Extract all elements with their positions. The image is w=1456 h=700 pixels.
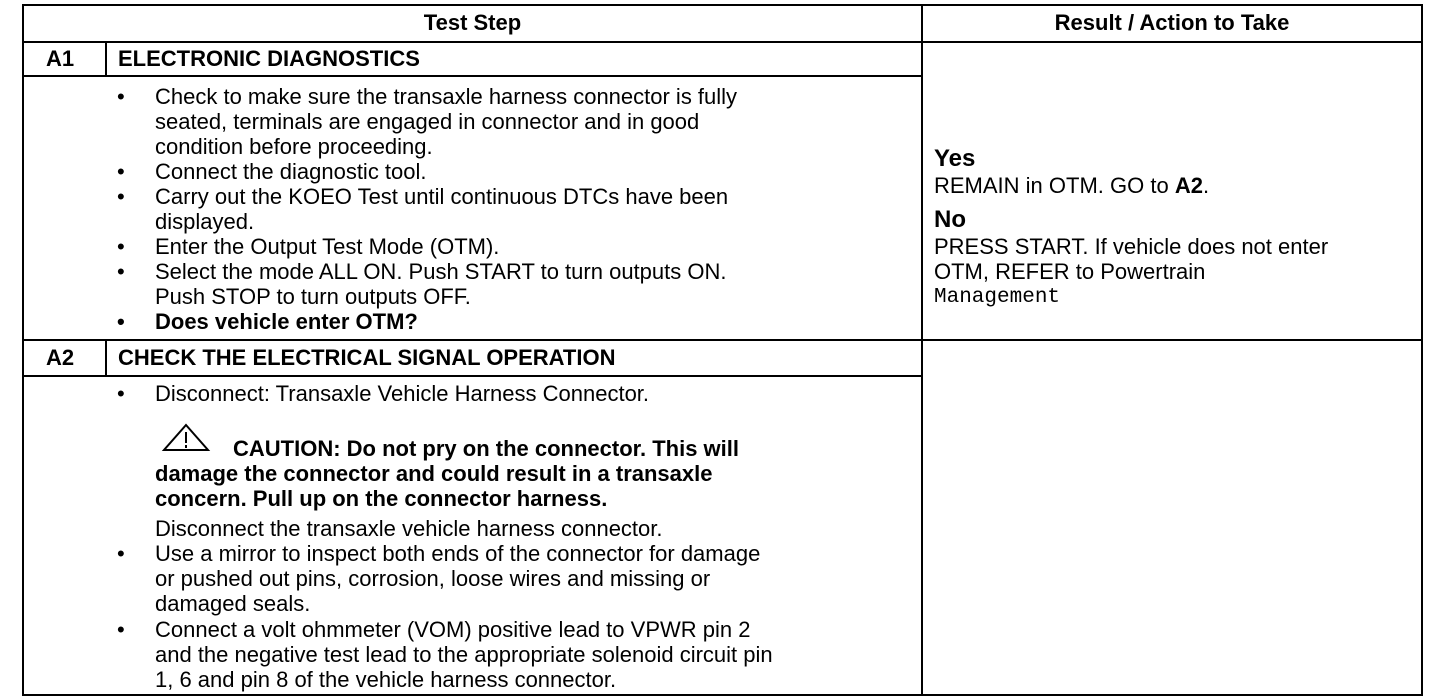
a1-title-bottom-border bbox=[22, 75, 923, 77]
a1-row-bottom-border bbox=[22, 339, 1423, 341]
table-right-border bbox=[1421, 4, 1423, 696]
bullet: • bbox=[117, 541, 125, 566]
a1-line: Check to make sure the transaxle harness connector is fully bbox=[155, 84, 738, 109]
a2-line: Disconnect: Transaxle Vehicle Harness Connector. bbox=[155, 381, 650, 406]
a1-line: Push STOP to turn outputs OFF. bbox=[155, 284, 471, 309]
result-yes-text: REMAIN in OTM. GO to A2. bbox=[934, 173, 1210, 198]
a1-line: Carry out the KOEO Test until continuous DTCs have been bbox=[155, 184, 729, 209]
a1-line: displayed. bbox=[155, 209, 255, 234]
warning-triangle-icon bbox=[160, 423, 212, 453]
a1-question: Does vehicle enter OTM? bbox=[155, 309, 418, 334]
table-bottom-border bbox=[22, 694, 1423, 696]
a2-title-bottom-border bbox=[22, 375, 923, 377]
a2-line: Connect a volt ohmmeter (VOM) positive lead to VPWR pin 2 bbox=[155, 617, 751, 642]
bullet: • bbox=[117, 309, 125, 334]
bullet: • bbox=[117, 159, 125, 184]
result-no-line: PRESS START. If vehicle does not enter bbox=[934, 234, 1329, 259]
bullet: • bbox=[117, 617, 125, 642]
header-test-step: Test Step bbox=[423, 10, 522, 35]
step-id-a1: A1 bbox=[46, 46, 75, 71]
bullet: • bbox=[117, 84, 125, 109]
step-title-a2: CHECK THE ELECTRICAL SIGNAL OPERATION bbox=[118, 345, 616, 370]
a2-line: 1, 6 and pin 8 of the vehicle harness connector. bbox=[155, 667, 617, 692]
bullet: • bbox=[117, 259, 125, 284]
result-no-label: No bbox=[934, 206, 966, 233]
bullet: • bbox=[117, 234, 125, 259]
a2-line: or pushed out pins, corrosion, loose wires and missing or bbox=[155, 566, 711, 591]
id-column-divider-a1 bbox=[105, 41, 107, 77]
result-yes-link[interactable]: A2 bbox=[1174, 173, 1203, 198]
result-yes-label: Yes bbox=[934, 145, 976, 172]
step-title-a1: ELECTRONIC DIAGNOSTICS bbox=[118, 46, 420, 71]
a1-line: Connect the diagnostic tool. bbox=[155, 159, 427, 184]
step-id-a2: A2 bbox=[46, 345, 75, 370]
bullet: • bbox=[117, 184, 125, 209]
bullet: • bbox=[117, 381, 125, 406]
table-top-border bbox=[22, 4, 1423, 6]
result-no-ref: Management bbox=[934, 286, 1061, 309]
a1-line: seated, terminals are engaged in connector and in good bbox=[155, 109, 700, 134]
id-column-divider-a2 bbox=[105, 339, 107, 377]
header-bottom-border bbox=[22, 41, 1423, 43]
a2-caution-line: CAUTION: Do not pry on the connector. This will bbox=[233, 436, 739, 461]
a2-caution-line: concern. Pull up on the connector harness. bbox=[155, 486, 608, 511]
a2-line: Disconnect the transaxle vehicle harness connector. bbox=[155, 516, 663, 541]
table-left-border bbox=[22, 4, 24, 696]
a1-line: condition before proceeding. bbox=[155, 134, 433, 159]
result-no-line: OTM, REFER to Powertrain bbox=[934, 259, 1206, 284]
a1-line: Enter the Output Test Mode (OTM). bbox=[155, 234, 500, 259]
a2-line: damaged seals. bbox=[155, 591, 311, 616]
header-result-action: Result / Action to Take bbox=[1054, 10, 1290, 35]
a1-line: Select the mode ALL ON. Push START to turn outputs ON. bbox=[155, 259, 727, 284]
result-column-divider bbox=[921, 4, 923, 696]
a2-caution-line: damage the connector and could result in a transaxle bbox=[155, 461, 713, 486]
a2-line: Use a mirror to inspect both ends of the connector for damage bbox=[155, 541, 761, 566]
a2-line: and the negative test lead to the appropriate solenoid circuit pin bbox=[155, 642, 773, 667]
